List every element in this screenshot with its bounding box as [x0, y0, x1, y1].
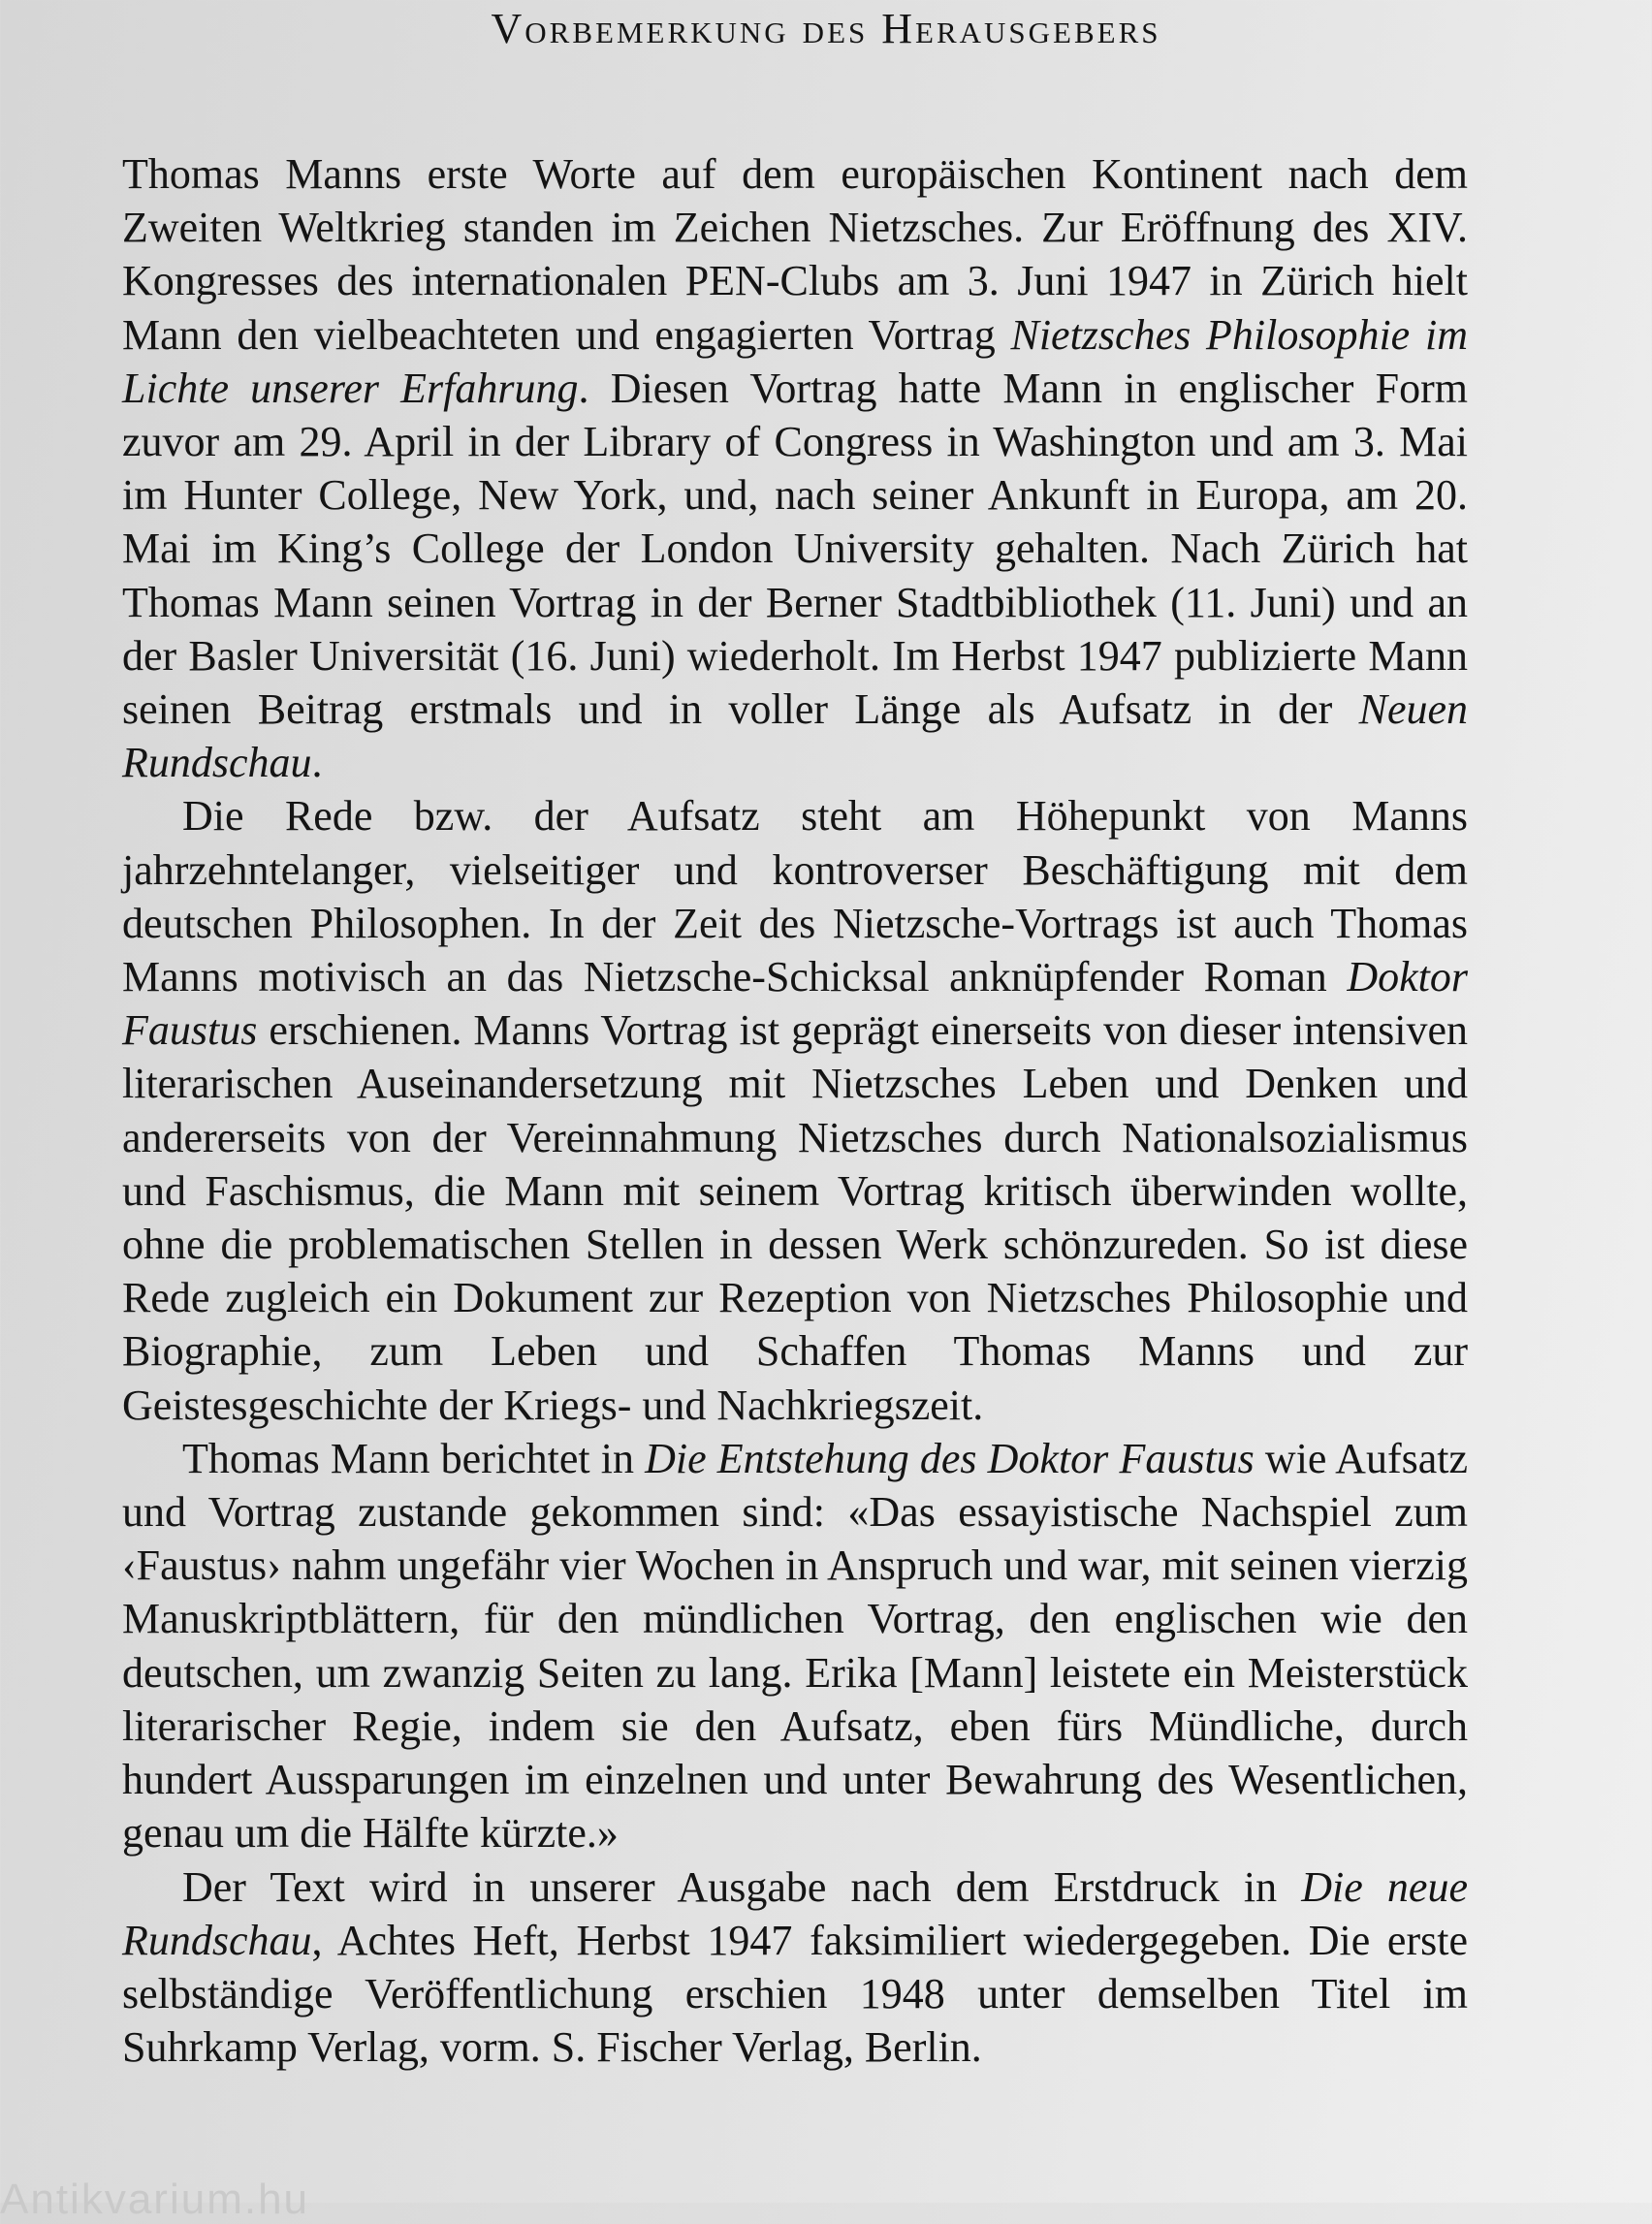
para3-text-a: Thomas Mann berichtet in: [182, 1434, 646, 1482]
paragraph-3: [122, 1432, 1468, 1860]
paragraph-4: [122, 1860, 1468, 2075]
para1-title-neue-rundschau: Neuen Rundschau: [122, 685, 1468, 787]
para1-text-c: .: [311, 739, 323, 787]
para1-text-b: . Diesen Vortrag hatte Mann in englischer Form zuvor am 29. April in der Library of Congress in Washington und am 3. Mai im Hunter College, New York, und, nach seiner Ankunft in Europa, am 20. Mai im King’s College der London University gehalten. Nach Zürich hat Thomas Mann seinen Vortrag in der Berner Stadtbibliothek (11. Juni) und an der Basler Universität (16. Juni) wiederholt. Im Herbst 1947 publizierte Mann seinen Beitrag erstmals und in voller Länge als Aufsatz in der: [122, 364, 1469, 734]
para3-text-b: wie Aufsatz und Vortrag zustande gekommen sind: «Das essayistische Nachspiel zum ‹Faustus› nahm ungefähr vier Wochen in Anspruch und war, mit seinen vierzig Manuskriptblättern, für den mündlichen Vortrag, den englischen wie den deutschen, um zwanzig Seiten zu lang. Erika [Mann] leistete ein Meisterstück literarischer Regie, indem sie den Aufsatz, eben fürs Mündliche, durch hundert Aussparungen im einzelnen und unter Bewahrung des Wesentlichen, genau um die Hälfte kürzte.»: [122, 1434, 1469, 1858]
para2-title-doktor-faustus: Doktor Faustus: [122, 953, 1468, 1055]
paragraph-2: [122, 789, 1468, 1431]
watermark: Antikvarium.hu: [0, 2176, 310, 2223]
para2-text-a: Die Rede bzw. der Aufsatz steht am Höhepunkt von Manns jahrzehntelanger, vielseitiger und kontroverser Beschäftigung mit dem deutschen Philosophen. In der Zeit des Nietzsche-Vortrags ist auch Thomas Manns motivisch an das Nietzsche-Schicksal anknüpfender Roman: [122, 792, 1468, 1001]
para4-title-neue-rundschau: Die neue Rundschau: [122, 1862, 1468, 1964]
para2-text-b: erschienen. Manns Vortrag ist geprägt einerseits von dieser intensiven literarischen Auseinandersetzung mit Nietzsches Leben und Denken und andererseits von der Vereinnahmung Nietzsches durch Nationalsozialismus und Faschismus, die Mann mit seinem Vortrag kritisch überwinden wollte, ohne die problematischen Stellen in dessen Werk schönzureden. So ist diese Rede zugleich ein Dokument zur Rezeption von Nietzsches Philosophie und Biographie, zum Leben und Schaffen Thomas Manns und zur Geistesgeschichte der Kriegs- und Nachkriegszeit.: [122, 1006, 1468, 1429]
body-text: [122, 147, 1468, 2074]
para1-text-a: Thomas Manns erste Worte auf dem europäischen Kontinent nach dem Zweiten Weltkrieg standen im Zeichen Nietzsches. Zur Eröffnung des XIV. Kongresses des internationalen PEN-Clubs am 3. Juni 1947 in Zürich hielt Mann den vielbeachteten und engagierten Vortrag: [122, 150, 1468, 359]
para4-text-b: , Achtes Heft, Herbst 1947 faksimiliert wiedergegeben. Die erste selbständige Veröffentlichung erschien 1948 unter demselben Titel im Suhrkamp Verlag, vorm. S. Fischer Verlag, Berlin.: [122, 1916, 1468, 2072]
paragraph-1: [122, 147, 1468, 789]
para4-text-a: Der Text wird in unserer Ausgabe nach dem Erstdruck in: [182, 1862, 1302, 1911]
para3-title-entstehung: Die Entstehung des Doktor Faustus: [645, 1434, 1255, 1482]
page-heading: Vorbemerkung des Herausgebers: [491, 5, 1161, 52]
para1-title-nietzsches-philosophie: Nietzsches Philosophie im Lichte unserer Erfahrung: [122, 310, 1468, 412]
